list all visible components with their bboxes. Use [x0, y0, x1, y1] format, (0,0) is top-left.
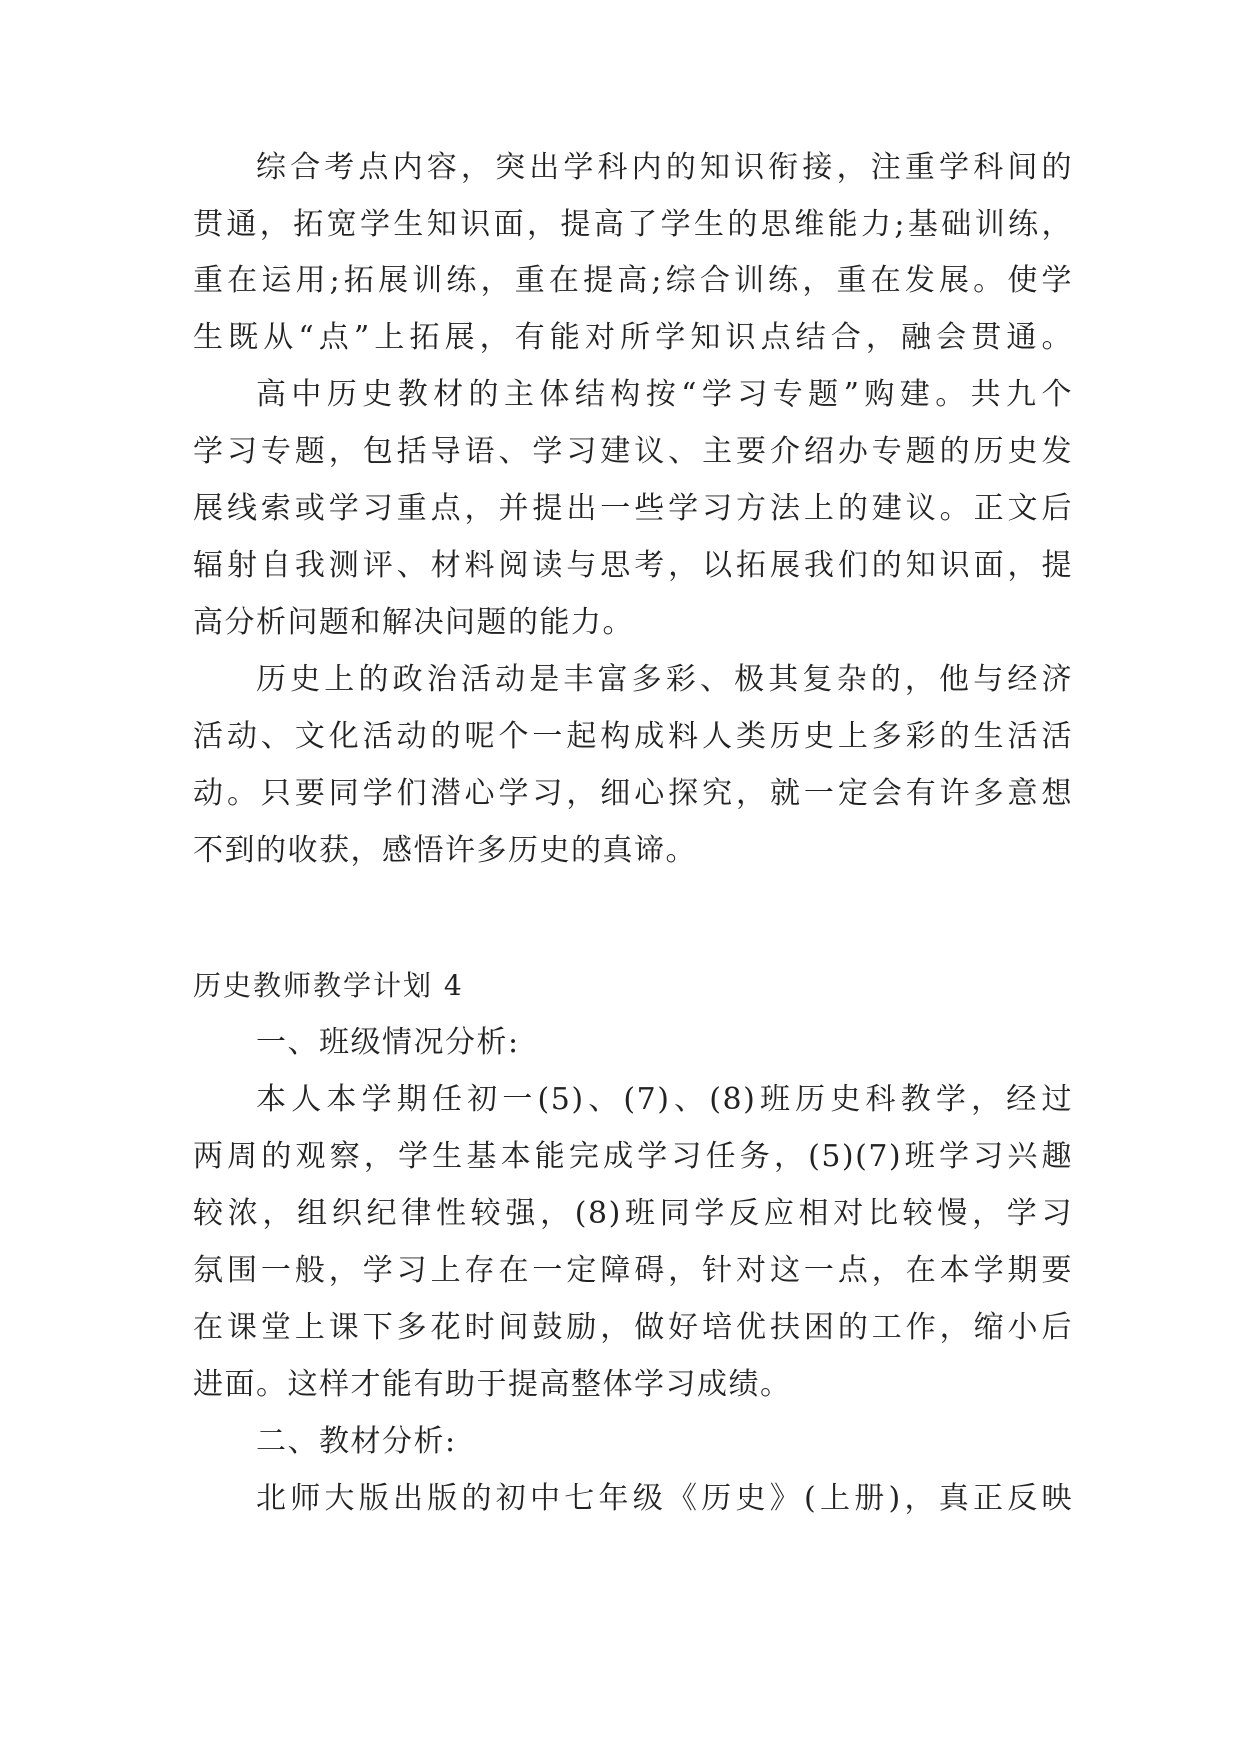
paragraph-1-line-2: 贯通，拓宽学生知识面，提高了学生的思维能力;基础训练，	[193, 207, 1073, 242]
paragraph-3-line-4: 不到的收获，感悟许多历史的真谛。	[193, 833, 697, 868]
paragraph-1-line-3: 重在运用;拓展训练，重在提高;综合训练，重在发展。使学	[193, 263, 1073, 298]
paragraph-2-line-4: 辐射自我测评、材料阅读与思考，以拓展我们的知识面，提	[193, 548, 1073, 583]
paragraph-2-line-3: 展线索或学习重点，并提出一些学习方法上的建议。正文后	[193, 491, 1073, 526]
paragraph-5-line-1: 北师大版出版的初中七年级《历史》(上册)，真正反映	[256, 1481, 1073, 1516]
paragraph-4-line-3: 较浓，组织纪律性较强，(8)班同学反应相对比较慢，学习	[193, 1196, 1073, 1231]
paragraph-1-line-4: 生既从“点”上拓展，有能对所学知识点结合，融会贯通。	[193, 320, 1073, 355]
paragraph-3-line-2: 活动、文化活动的呢个一起构成料人类历史上多彩的生活活	[193, 719, 1073, 754]
subsection-class-analysis: 一、班级情况分析:	[256, 1025, 520, 1060]
paragraph-4-line-5: 在课堂上课下多花时间鼓励，做好培优扶困的工作，缩小后	[193, 1310, 1073, 1345]
paragraph-4-line-1: 本人本学期任初一(5)、(7)、(8)班历史科教学，经过	[256, 1082, 1073, 1117]
section-title: 历史教师教学计划 4	[193, 969, 464, 1002]
subsection-textbook-analysis: 二、教材分析:	[256, 1424, 457, 1459]
paragraph-2-line-5: 高分析问题和解决问题的能力。	[193, 605, 634, 640]
paragraph-4-line-6: 进面。这样才能有助于提高整体学习成绩。	[193, 1367, 792, 1402]
paragraph-3-line-3: 动。只要同学们潜心学习，细心探究，就一定会有许多意想	[193, 776, 1073, 811]
paragraph-4-line-2: 两周的观察，学生基本能完成学习任务，(5)(7)班学习兴趣	[193, 1139, 1073, 1174]
paragraph-2-line-2: 学习专题，包括导语、学习建议、主要介绍办专题的历史发	[193, 434, 1073, 469]
paragraph-2-line-1: 高中历史教材的主体结构按“学习专题”购建。共九个	[256, 377, 1073, 412]
paragraph-1-line-1: 综合考点内容，突出学科内的知识衔接，注重学科间的	[256, 150, 1073, 185]
paragraph-4-line-4: 氛围一般，学习上存在一定障碍，针对这一点，在本学期要	[193, 1253, 1073, 1288]
paragraph-3-line-1: 历史上的政治活动是丰富多彩、极其复杂的，他与经济	[256, 662, 1073, 697]
